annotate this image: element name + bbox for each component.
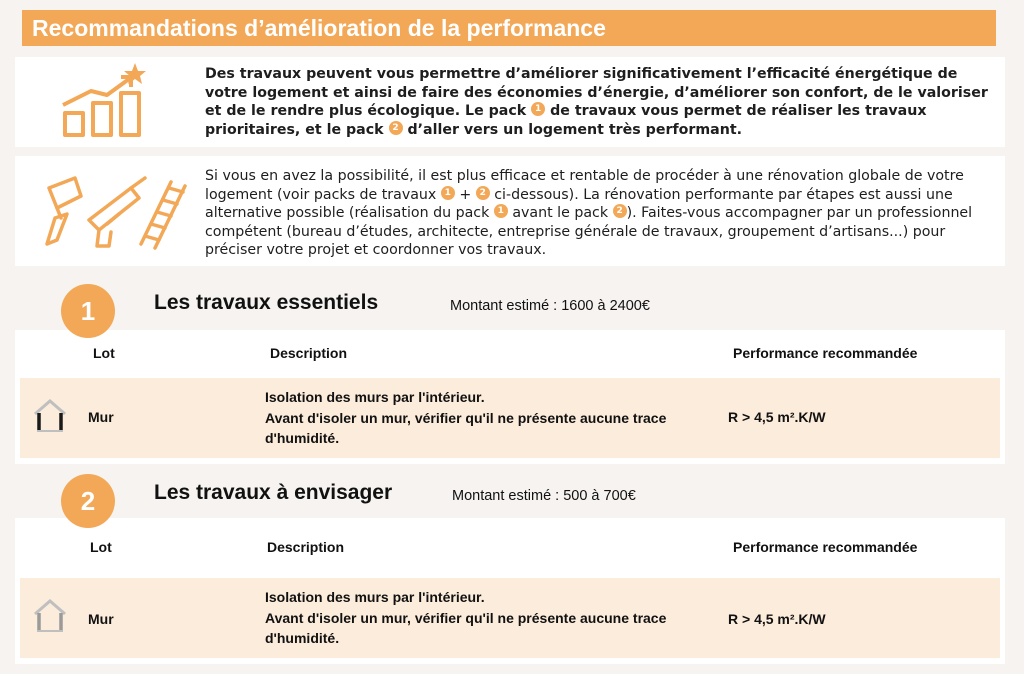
pack-1-amount: Montant estimé : 1600 à 2400€: [450, 298, 650, 314]
page-title: Recommandations d’amélioration de la performance: [22, 10, 996, 46]
performance-header: Performance recommandée: [733, 345, 918, 361]
row-description: Isolation des murs par l'intérieur. Avant d'isoler un mur, vérifier qu'il ne présente aucune trace d'humidité.: [265, 589, 667, 646]
lot-label: Mur: [88, 409, 114, 425]
pack-2-marker: 2: [613, 204, 627, 218]
advice-text: Si vous en avez la possibilité, il est plus efficace et rentable de procéder à une rénovation globale de votre logement (voir packs de travaux 1 + 2 ci-dessous). La rénovation performante par étapes est aussi une alternative possible (réalisation du pack 1 avant le pack 2 ). Faites-vous accompagner par un professionnel compétent (bureau d’études, architecte, entreprise générale de travaux, groupement d’artisans...) pour préciser votre projet et coordonner vos travaux.: [205, 168, 973, 259]
house-wall-icon: [32, 398, 68, 435]
pack-1-number: 1: [61, 284, 115, 338]
lot-header: Lot: [93, 345, 115, 361]
row-performance: R > 4,5 m².K/W: [728, 409, 826, 425]
pack-1-marker: 1: [441, 186, 455, 200]
pack-1-marker: 1: [531, 102, 545, 116]
pack-2-table: [15, 518, 1005, 664]
intro-text: Des travaux peuvent vous permettre d’améliorer significativement l’efficacité énergétique de votre logement et ainsi de faire des économies d’énergie, d’améliorer son confort, de le valoriser et de le rendre plus écologique. Le pack 1 de travaux vous permet de réaliser les travaux prioritaires, et le pack 2 d’aller vers un logement très performant.: [205, 66, 988, 138]
house-wall-icon: [32, 598, 68, 635]
pack-2-title: Les travaux à envisager: [154, 481, 393, 504]
lot-header: Lot: [90, 539, 112, 555]
pack-2-number: 2: [61, 474, 115, 528]
pack-2-amount: Montant estimé : 500 à 700€: [452, 488, 636, 504]
pack-1-table: [15, 330, 1005, 464]
row-description: Isolation des murs par l'intérieur. Avant d'isoler un mur, vérifier qu'il ne présente aucune trace d'humidité.: [265, 389, 667, 446]
lot-label: Mur: [88, 611, 114, 627]
pack-1-title: Les travaux essentiels: [154, 291, 379, 314]
row-performance: R > 4,5 m².K/W: [728, 611, 826, 627]
performance-header: Performance recommandée: [733, 539, 918, 555]
pack-1-marker: 1: [494, 204, 508, 218]
description-header: Description: [267, 539, 345, 555]
description-header: Description: [270, 345, 348, 361]
intro-card: [15, 57, 1005, 147]
table-row: [20, 578, 1000, 658]
renovation-tools-icon: [27, 174, 187, 258]
pack-2-marker: 2: [476, 186, 490, 200]
growth-chart-icon: [55, 61, 155, 145]
pack-2-marker: 2: [389, 121, 403, 135]
advice-card: [15, 156, 1005, 266]
table-row: [20, 378, 1000, 458]
